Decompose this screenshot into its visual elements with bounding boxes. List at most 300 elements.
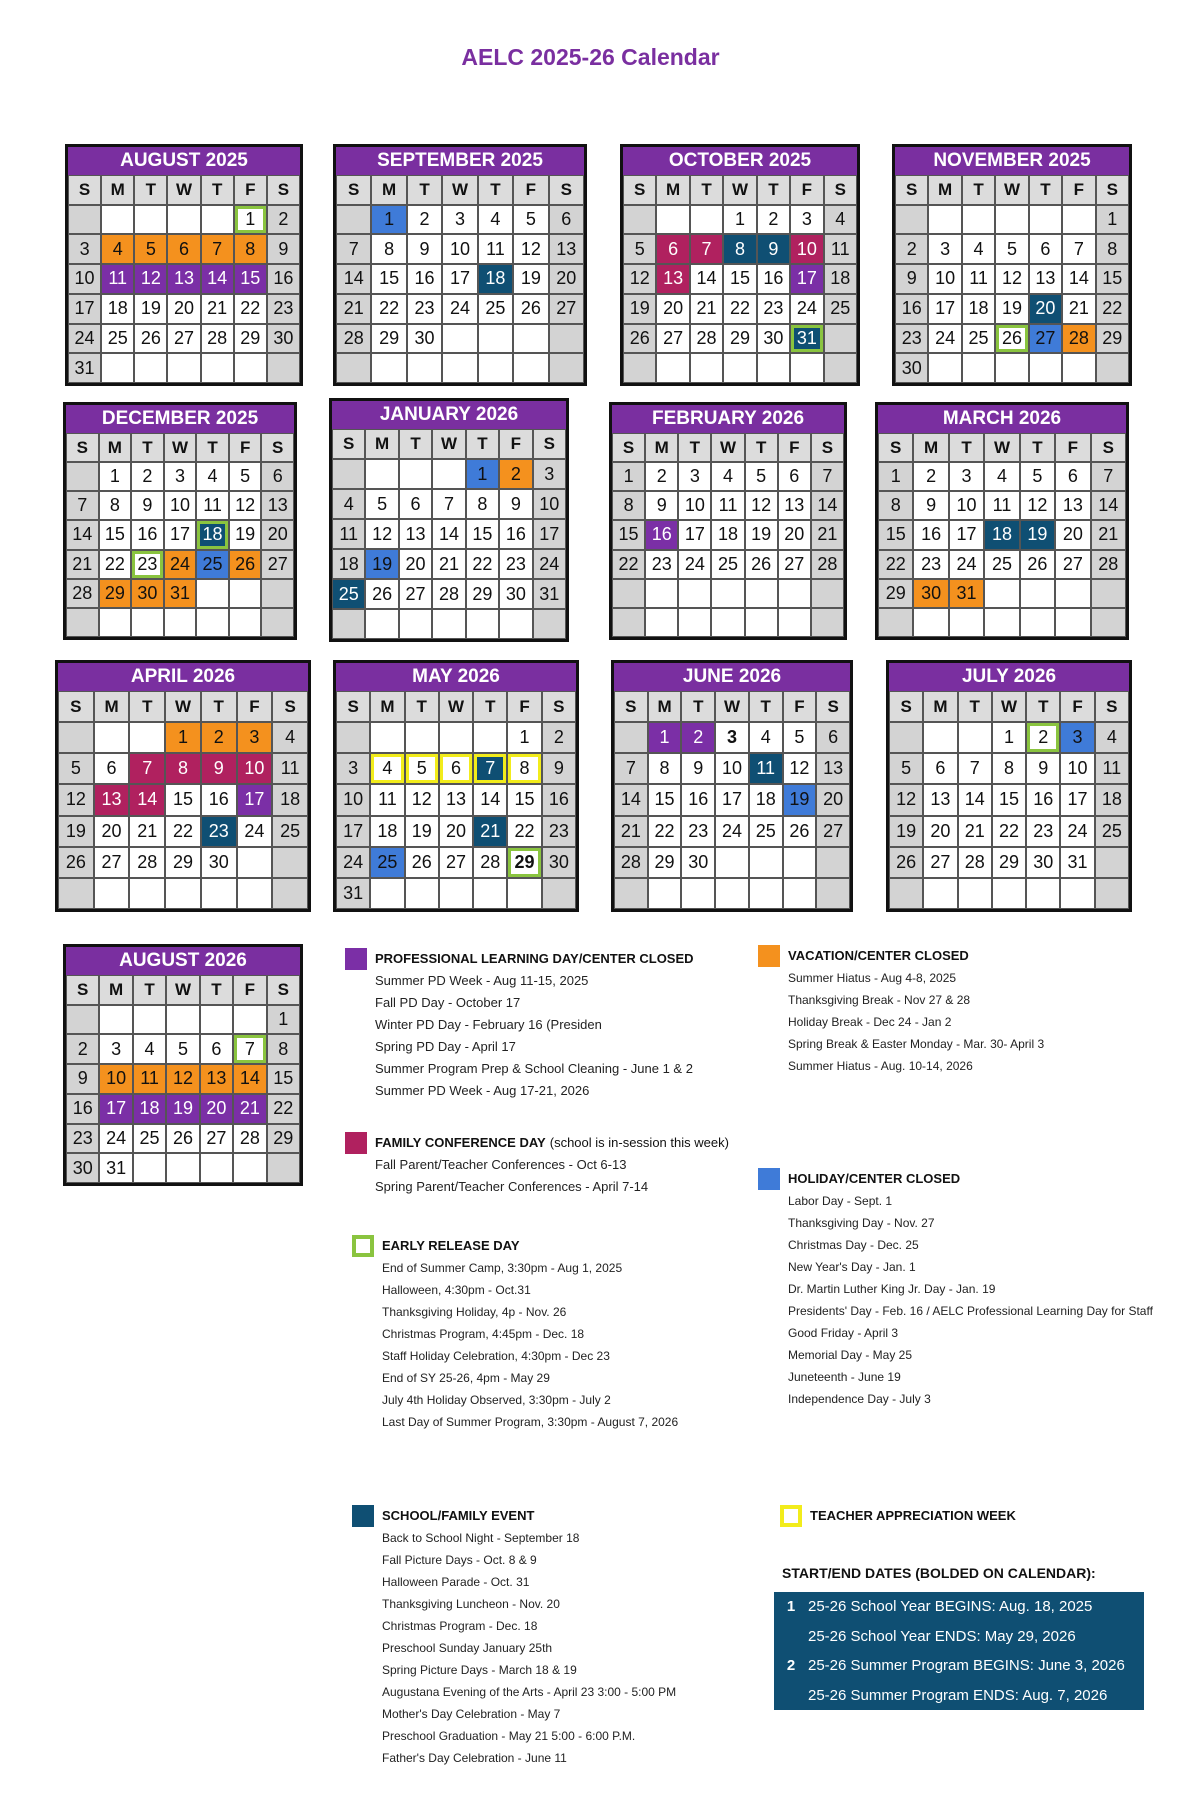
legend-item: Juneteenth - June 19 — [788, 1370, 901, 1384]
day-cell: 25 — [196, 550, 229, 579]
weekday-header: M — [101, 175, 134, 205]
weekday-header: S — [811, 433, 844, 462]
empty-cell — [196, 579, 229, 608]
empty-cell — [678, 608, 711, 637]
day-cell: 2 — [681, 722, 715, 753]
day-cell: 29 — [507, 847, 541, 878]
day-cell: 8 — [992, 753, 1026, 784]
day-cell: 12 — [134, 264, 167, 294]
weekday-header: S — [336, 691, 370, 722]
weekday-header: T — [745, 433, 778, 462]
weekday-header: W — [715, 691, 749, 722]
day-cell: 1 — [648, 722, 682, 753]
empty-cell — [749, 847, 783, 878]
day-cell: 29 — [99, 579, 132, 608]
empty-cell — [690, 205, 723, 235]
empty-cell — [407, 353, 442, 383]
day-cell: 27 — [94, 847, 130, 878]
day-cell: 15 — [648, 784, 682, 815]
weekday-header: M — [365, 429, 398, 459]
weekday-header: T — [1020, 433, 1055, 462]
day-cell: 9 — [542, 753, 576, 784]
legend-teacher — [780, 1505, 1140, 1527]
day-cell: 16 — [1026, 784, 1060, 815]
legend-item: Christmas Program, 4:45pm - Dec. 18 — [382, 1327, 585, 1341]
day-cell: 26 — [623, 324, 656, 354]
month-grid — [889, 691, 1129, 909]
day-cell: 16 — [757, 264, 790, 294]
month-calendar — [886, 660, 1132, 912]
day-cell: 30 — [542, 847, 576, 878]
empty-cell — [549, 324, 584, 354]
empty-cell — [365, 609, 398, 639]
day-cell: 1 — [234, 205, 267, 235]
day-cell: 6 — [261, 462, 294, 491]
day-cell: 5 — [134, 234, 167, 264]
weekday-header: W — [984, 433, 1019, 462]
empty-cell — [678, 579, 711, 608]
weekday-header: T — [129, 691, 165, 722]
empty-cell — [370, 722, 404, 753]
day-cell: 2 — [267, 205, 300, 235]
day-cell: 21 — [690, 294, 723, 324]
day-cell: 14 — [473, 784, 507, 815]
day-cell: 10 — [678, 491, 711, 520]
empty-cell — [131, 608, 164, 637]
day-cell: 11 — [824, 234, 857, 264]
empty-cell — [134, 205, 167, 235]
day-cell: 8 — [1096, 234, 1129, 264]
empty-cell — [233, 1153, 266, 1183]
weekday-header: W — [167, 175, 200, 205]
legend-item: Back to School Night - September 18 — [382, 1531, 580, 1545]
weekday-header: S — [66, 975, 99, 1005]
day-cell: 31 — [164, 579, 197, 608]
day-cell: 12 — [889, 784, 923, 815]
day-cell: 11 — [272, 753, 308, 784]
day-cell: 29 — [992, 847, 1026, 878]
empty-cell — [99, 1005, 132, 1035]
weekday-header: M — [99, 433, 132, 462]
legend-item: Summer Hiatus - Aug. 10-14, 2026 — [788, 1059, 973, 1073]
day-cell: 31 — [68, 353, 101, 383]
day-cell: 13 — [167, 264, 200, 294]
empty-cell — [612, 579, 645, 608]
month-calendar — [333, 144, 587, 386]
day-cell: 22 — [99, 550, 132, 579]
legend-family — [345, 1132, 775, 1198]
day-cell: 10 — [715, 753, 749, 784]
day-cell: 19 — [365, 549, 398, 579]
empty-cell — [824, 353, 857, 383]
day-cell: 7 — [1062, 234, 1095, 264]
empty-cell — [66, 608, 99, 637]
empty-cell — [432, 609, 465, 639]
empty-cell — [336, 722, 370, 753]
day-cell: 21 — [473, 816, 507, 847]
day-cell: 20 — [778, 520, 811, 549]
empty-cell — [370, 878, 404, 909]
empty-cell — [267, 1153, 300, 1183]
month-grid — [623, 175, 857, 383]
day-cell: 29 — [878, 579, 913, 608]
month-grid — [614, 691, 850, 909]
day-cell: 14 — [1091, 491, 1126, 520]
day-cell: 10 — [533, 489, 566, 519]
day-cell: 13 — [1055, 491, 1090, 520]
start-end-row — [774, 1622, 1144, 1652]
month-grid — [895, 175, 1129, 383]
legend-item: Summer PD Week - Aug 17-21, 2026 — [375, 1083, 590, 1098]
day-cell: 7 — [614, 753, 648, 784]
day-cell: 13 — [1029, 264, 1062, 294]
day-cell: 26 — [365, 579, 398, 609]
day-cell: 5 — [405, 753, 439, 784]
day-cell: 7 — [690, 234, 723, 264]
day-cell: 17 — [1060, 784, 1094, 815]
empty-cell — [196, 608, 229, 637]
empty-cell — [129, 878, 165, 909]
day-cell: 18 — [101, 294, 134, 324]
day-cell: 16 — [681, 784, 715, 815]
day-cell: 22 — [466, 549, 499, 579]
empty-cell — [201, 205, 234, 235]
day-cell: 2 — [66, 1034, 99, 1064]
day-cell: 21 — [233, 1094, 266, 1124]
day-cell: 6 — [167, 234, 200, 264]
empty-cell — [656, 205, 689, 235]
empty-cell — [167, 205, 200, 235]
empty-cell — [1062, 205, 1095, 235]
weekday-header: W — [442, 175, 477, 205]
day-cell: 19 — [745, 520, 778, 549]
day-cell: 30 — [499, 579, 532, 609]
day-cell: 12 — [405, 784, 439, 815]
day-cell: 3 — [99, 1034, 132, 1064]
day-cell: 8 — [234, 234, 267, 264]
empty-cell — [958, 878, 992, 909]
day-cell: 14 — [66, 520, 99, 549]
empty-cell — [711, 579, 744, 608]
day-cell: 1 — [1096, 205, 1129, 235]
weekday-header: T — [201, 175, 234, 205]
day-cell: 19 — [229, 520, 262, 549]
day-cell: 15 — [371, 264, 406, 294]
weekday-header: S — [66, 433, 99, 462]
empty-cell — [200, 1153, 233, 1183]
weekday-header: T — [958, 691, 992, 722]
empty-cell — [711, 608, 744, 637]
month-calendar — [55, 660, 311, 912]
empty-cell — [442, 353, 477, 383]
day-cell: 7 — [432, 489, 465, 519]
day-cell: 21 — [336, 294, 371, 324]
empty-cell — [261, 608, 294, 637]
day-cell: 31 — [99, 1153, 132, 1183]
empty-cell — [272, 847, 308, 878]
legend-early-title: EARLY RELEASE DAY — [382, 1238, 520, 1253]
empty-cell — [66, 1005, 99, 1035]
empty-cell — [229, 579, 262, 608]
day-cell: 15 — [99, 520, 132, 549]
empty-cell — [745, 579, 778, 608]
day-cell: 15 — [878, 520, 913, 549]
day-cell: 6 — [923, 753, 957, 784]
day-cell: 31 — [533, 579, 566, 609]
month-grid — [878, 433, 1126, 637]
month-calendar — [65, 144, 303, 386]
empty-cell — [473, 878, 507, 909]
legend-item: Father's Day Celebration - June 11 — [382, 1751, 567, 1765]
day-cell: 28 — [473, 847, 507, 878]
day-cell: 2 — [131, 462, 164, 491]
day-cell: 20 — [167, 294, 200, 324]
day-cell: 6 — [94, 753, 130, 784]
day-cell: 25 — [133, 1124, 166, 1154]
start-end-title: START/END DATES (BOLDED ON CALENDAR): — [782, 1565, 1096, 1581]
empty-cell — [928, 205, 961, 235]
empty-cell — [237, 878, 273, 909]
weekday-header: T — [201, 691, 237, 722]
month-grid — [68, 175, 300, 383]
empty-cell — [816, 878, 850, 909]
day-cell: 4 — [711, 462, 744, 491]
day-cell: 16 — [201, 784, 237, 815]
day-cell: 19 — [623, 294, 656, 324]
day-cell: 9 — [757, 234, 790, 264]
weekday-header: S — [336, 175, 371, 205]
weekday-header: T — [200, 975, 233, 1005]
empty-cell — [399, 609, 432, 639]
legend-item: Last Day of Summer Program, 3:30pm - August 7, 2026 — [382, 1415, 679, 1429]
empty-cell — [811, 608, 844, 637]
empty-cell — [790, 353, 823, 383]
day-cell: 16 — [913, 520, 948, 549]
month-calendar — [329, 398, 569, 642]
day-cell: 12 — [58, 784, 94, 815]
day-cell: 29 — [165, 847, 201, 878]
day-cell: 3 — [928, 234, 961, 264]
day-cell: 12 — [166, 1064, 199, 1094]
day-cell: 8 — [165, 753, 201, 784]
legend-item: Thanksgiving Holiday, 4p - Nov. 26 — [382, 1305, 567, 1319]
day-cell: 24 — [1060, 816, 1094, 847]
day-cell: 13 — [94, 784, 130, 815]
day-cell: 10 — [237, 753, 273, 784]
weekday-header: M — [94, 691, 130, 722]
empty-cell — [1029, 205, 1062, 235]
day-cell: 25 — [101, 324, 134, 354]
day-cell: 1 — [267, 1005, 300, 1035]
day-cell: 4 — [749, 722, 783, 753]
day-cell: 19 — [513, 264, 548, 294]
day-cell: 25 — [824, 294, 857, 324]
start-end-text: 25-26 School Year ENDS: May 29, 2026 — [808, 1627, 1076, 1645]
day-cell: 27 — [778, 550, 811, 579]
empty-cell — [399, 459, 432, 489]
day-cell: 10 — [928, 264, 961, 294]
day-cell: 15 — [165, 784, 201, 815]
page-title: AELC 2025-26 Calendar — [461, 44, 720, 70]
legend-family-subtitle: (school is in-session this week) — [549, 1135, 729, 1150]
day-cell: 18 — [370, 816, 404, 847]
weekday-header: M — [371, 175, 406, 205]
day-cell: 5 — [229, 462, 262, 491]
day-cell: 19 — [134, 294, 167, 324]
day-cell: 9 — [407, 234, 442, 264]
month-title: FEBRUARY 2026 — [612, 405, 844, 433]
day-cell: 10 — [442, 234, 477, 264]
empty-cell — [1020, 608, 1055, 637]
day-cell: 3 — [1060, 722, 1094, 753]
month-title: NOVEMBER 2025 — [895, 147, 1129, 175]
day-cell: 22 — [507, 816, 541, 847]
day-cell: 3 — [442, 205, 477, 235]
day-cell: 5 — [889, 753, 923, 784]
legend-item: Christmas Program - Dec. 18 — [382, 1619, 538, 1633]
day-cell: 26 — [405, 847, 439, 878]
day-cell: 26 — [513, 294, 548, 324]
weekday-header: M — [645, 433, 678, 462]
day-cell: 5 — [783, 722, 817, 753]
month-grid — [336, 175, 584, 383]
empty-cell — [332, 609, 365, 639]
empty-cell — [749, 878, 783, 909]
weekday-header: T — [749, 691, 783, 722]
day-cell: 5 — [745, 462, 778, 491]
day-cell: 26 — [995, 324, 1028, 354]
day-cell: 14 — [201, 264, 234, 294]
day-cell: 3 — [949, 462, 984, 491]
day-cell: 1 — [612, 462, 645, 491]
legend-family-title: FAMILY CONFERENCE DAY — [375, 1135, 546, 1150]
weekday-header: S — [267, 175, 300, 205]
day-cell: 8 — [507, 753, 541, 784]
empty-cell — [332, 459, 365, 489]
day-cell: 6 — [399, 489, 432, 519]
professional-swatch — [345, 948, 367, 970]
day-cell: 25 — [1095, 816, 1129, 847]
weekday-header: F — [234, 175, 267, 205]
day-cell: 3 — [237, 722, 273, 753]
weekday-header: T — [1029, 175, 1062, 205]
day-cell: 2 — [757, 205, 790, 235]
day-cell: 25 — [272, 816, 308, 847]
day-cell: 23 — [645, 550, 678, 579]
legend-item: End of Summer Camp, 3:30pm - Aug 1, 2025 — [382, 1261, 623, 1275]
legend-item: Augustana Evening of the Arts - April 23 3:00 - 5:00 PM — [382, 1685, 677, 1699]
day-cell: 15 — [612, 520, 645, 549]
day-cell: 10 — [164, 491, 197, 520]
empty-cell — [365, 459, 398, 489]
day-cell: 18 — [749, 784, 783, 815]
day-cell: 24 — [715, 816, 749, 847]
day-cell: 26 — [745, 550, 778, 579]
day-cell: 21 — [432, 549, 465, 579]
weekday-header: T — [949, 433, 984, 462]
day-cell: 11 — [984, 491, 1019, 520]
empty-cell — [478, 353, 513, 383]
empty-cell — [614, 722, 648, 753]
empty-cell — [165, 878, 201, 909]
empty-cell — [1091, 579, 1126, 608]
day-cell: 2 — [499, 459, 532, 489]
day-cell: 30 — [681, 847, 715, 878]
weekday-header: T — [678, 433, 711, 462]
day-cell: 30 — [407, 324, 442, 354]
empty-cell — [371, 353, 406, 383]
weekday-header: F — [790, 175, 823, 205]
day-cell: 2 — [645, 462, 678, 491]
day-cell: 27 — [1055, 550, 1090, 579]
day-cell: 30 — [913, 579, 948, 608]
legend-item: Independence Day - July 3 — [788, 1392, 931, 1406]
weekday-header: S — [816, 691, 850, 722]
empty-cell — [133, 1153, 166, 1183]
month-calendar — [63, 944, 303, 1186]
day-cell: 20 — [1029, 294, 1062, 324]
empty-cell — [336, 205, 371, 235]
day-cell: 25 — [962, 324, 995, 354]
day-cell: 23 — [681, 816, 715, 847]
legend-item: Halloween Parade - Oct. 31 — [382, 1575, 530, 1589]
empty-cell — [237, 847, 273, 878]
day-cell: 12 — [1020, 491, 1055, 520]
day-cell: 14 — [958, 784, 992, 815]
empty-cell — [1095, 847, 1129, 878]
legend-item: Summer Hiatus - Aug 4-8, 2025 — [788, 971, 957, 985]
day-cell: 9 — [267, 234, 300, 264]
day-cell: 4 — [272, 722, 308, 753]
day-cell: 15 — [466, 519, 499, 549]
weekday-header: F — [237, 691, 273, 722]
day-cell: 30 — [201, 847, 237, 878]
day-cell: 8 — [878, 491, 913, 520]
legend-item: Winter PD Day - February 16 (Presiden — [375, 1017, 602, 1032]
day-cell: 8 — [648, 753, 682, 784]
month-calendar — [875, 402, 1129, 640]
day-cell: 4 — [332, 489, 365, 519]
empty-cell — [783, 878, 817, 909]
empty-cell — [1091, 608, 1126, 637]
day-cell: 26 — [229, 550, 262, 579]
day-cell: 29 — [371, 324, 406, 354]
weekday-header: T — [134, 175, 167, 205]
day-cell: 22 — [878, 550, 913, 579]
weekday-header: T — [681, 691, 715, 722]
family-swatch — [345, 1132, 367, 1154]
legend-item: Thanksgiving Break - Nov 27 & 28 — [788, 993, 971, 1007]
day-cell: 28 — [811, 550, 844, 579]
legend-vacation-title: VACATION/CENTER CLOSED — [788, 948, 969, 963]
day-cell: 16 — [542, 784, 576, 815]
weekday-header: W — [992, 691, 1026, 722]
weekday-header: S — [895, 175, 928, 205]
empty-cell — [473, 722, 507, 753]
weekday-header: S — [612, 433, 645, 462]
weekday-header: T — [399, 429, 432, 459]
day-cell: 20 — [923, 816, 957, 847]
day-cell: 10 — [790, 234, 823, 264]
day-cell: 18 — [478, 264, 513, 294]
weekday-header: M — [99, 975, 132, 1005]
day-cell: 15 — [267, 1064, 300, 1094]
legend-item: Spring PD Day - April 17 — [375, 1039, 516, 1054]
day-cell: 18 — [133, 1094, 166, 1124]
weekday-header: M — [913, 433, 948, 462]
day-cell: 16 — [499, 519, 532, 549]
empty-cell — [889, 878, 923, 909]
